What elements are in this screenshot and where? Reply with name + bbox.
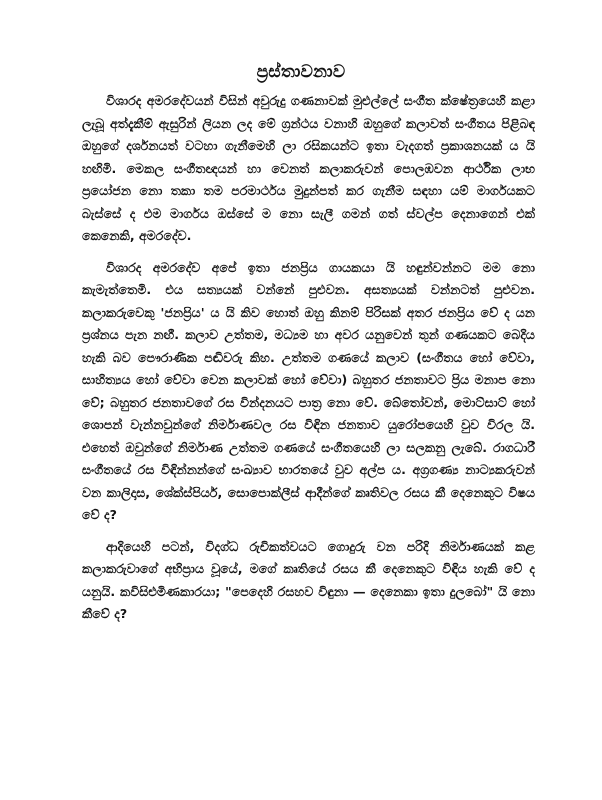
- paragraph-2: විශාරද අමරදේව අපේ ඉතා ජනප්‍රිය ගායකයා යි හඳුන්වන්නට මම නො කැමැත්තෙමි. එය සත්‍යයක් වන්නේ පුළුවන. අසත්‍යයක් වන්නටත් පුළුවන. කලාකරුවෙකු 'ජනප්‍රිය' ය යි කිව හොත් ඔහු කිනම් පිරිසක් අතර ජනප්‍රිය වේ ද යන ප්‍රශ්නය පැන නඟී. කලාව උත්තම, මධ්‍යම හා අවර යනුවෙන් තුන් ගණයකට බෙදිය හැකි බව පෞරාණික පඬිවරු කිහ. උත්තම ගණයේ කලාව (සංගීතය හෝ වේවා, සාහිත්‍යය හෝ වේවා වෙන කලාවක් හෝ වේවා) බහුතර ජනතාවට ප්‍රිය මනාප නො වේ; බහුතර ජනතාවගේ රස වින්දනයට පාත්‍ර නො වේ. බේතෝවන්, මොට්සාට් හෝ ශොපන් වැන්නවුන්ගේ නිර්මාණවල රස විඳින ජනතාව යුරෝපයෙහි වුව විරල යි. එහෙත් ඔවුන්ගේ නිර්මාණ උත්තම ගණයේ සංගීතයෙහි ලා සලකනු ලැබේ. රාගධාරී සංගීතයේ රස විඳින්නන්ගේ සංඛ්‍යාව භාරතයේ වුව අල්ප ය. අග්‍රගණ්‍ය නාට්‍යකරුවන් වන කාලිදාස, ශේක්ස්පියර්, සොපොක්ලීස් ආදීන්ගේ කෘතිවල රසය කී දෙනෙකුට විෂය වේ ද?: [82, 259, 535, 522]
- body-text: [82, 90, 535, 635]
- page-title: ප්‍රස්තාවනාව: [256, 62, 346, 82]
- paragraph-1: විශාරද අමරදේවයන් විසින් අවුරුදු ගණනාවක් මුළුල්ලේ සංගීත ක්ෂේත්‍රයෙහි කළා ලැබූ අත්දැකීම් ඇසුරින් ලියන ලද මේ ග්‍රන්ථය වනාහි ඔහුගේ කලාවත් සංගීතය පිළිබඳ ඔහුගේ දර්ශනයත් වටහා ගැනීමෙහි ලා රසිකයන්ට ඉතා වැදගත් ප්‍රකාශනයක් ය යි හඟිමි. මෙකල සංගීතඥයන් හා වෙනත් කලාකරුවන් පොලඹවන ආර්ථික ලාභ ප්‍රයෝජන නො තකා තම පරමාර්ථය මුදුන්පත් කර ගැනීම සඳහා යම් මාර්ගයකට බැස්සේ ද එම මාර්ගය ඔස්සේ ම නො සැලී ගමන් ගත් ස්වල්ප දෙනාගෙන් එක් කෙනෙකි, අමරදේව.: [82, 93, 535, 243]
- paragraph-3: ආදියෙහි පටන්, විදග්ධ රුචිකත්වයට ගොදුරු වන පරිදි නිර්මාණයක් කළ කලාකරුවාගේ අභිප්‍රාය වූයේ, මගේ කෘතියේ රසය කී දෙනෙකුට විඳිය හැකි වේ ද යනුයි. කවිසිළුමිණකාරයා; "පෙදෙහි රසහව විඳුනා — දෙනෙකා ඉතා දුලබෝ" යි නො කීවේ ද?: [82, 538, 535, 621]
